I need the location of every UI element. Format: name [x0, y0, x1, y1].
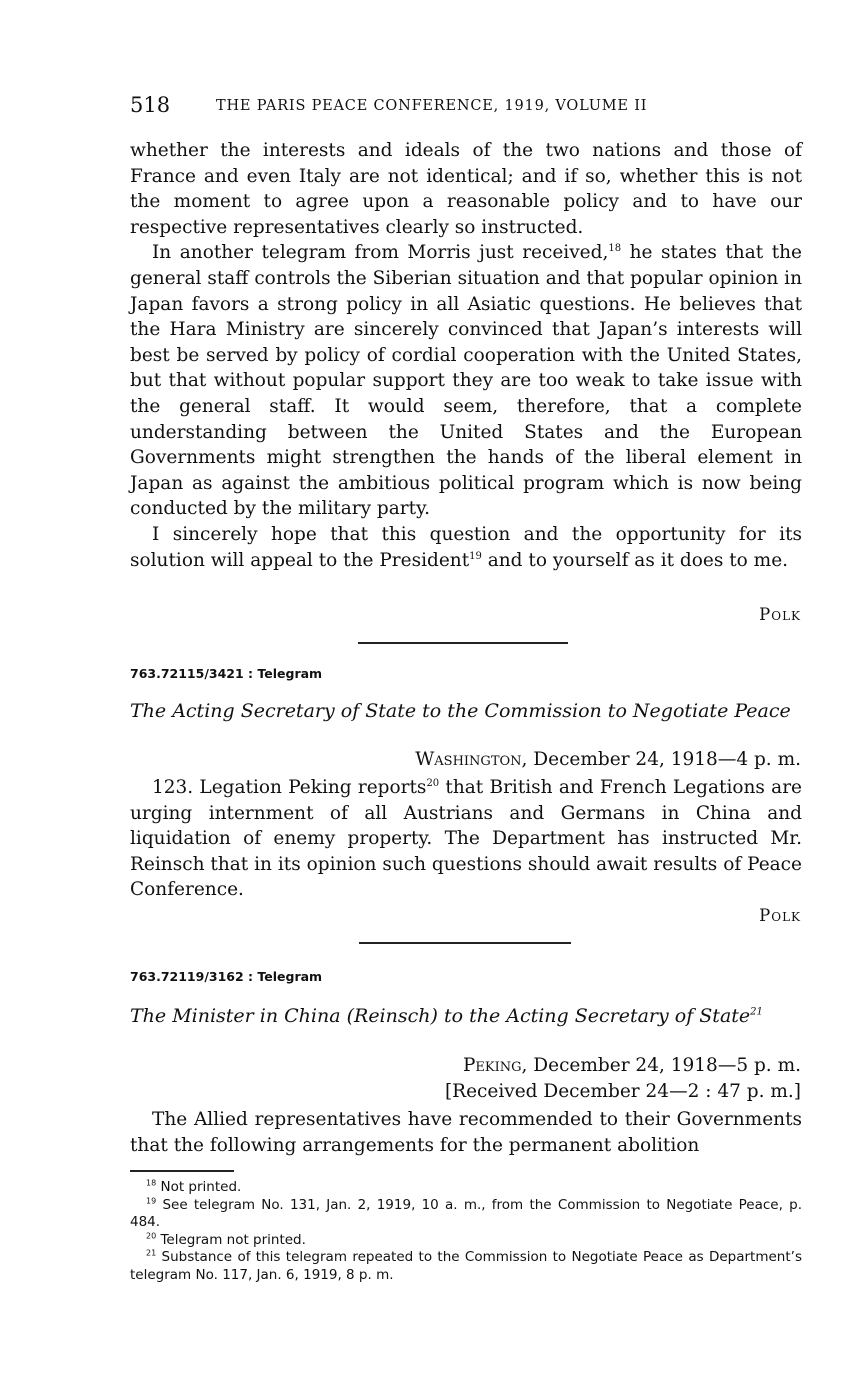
- signature-polk-1: Polk: [759, 605, 801, 624]
- file-number: 763.72119/3162 : Telegram: [130, 969, 323, 984]
- page-header: [130, 93, 810, 121]
- dateline: Washington, December 24, 1918—4 p. m.: [415, 749, 801, 770]
- footnote-21: $^{21}$ Substance of this telegram repeated to the Commission to Negotiate Peace as Department’s telegram No. 117, Jan. 6, 1919, 8 p. m.: [130, 1248, 802, 1283]
- footnote-ref-20: 20: [426, 777, 440, 789]
- telegram-reinsch-body: The Allied representatives have recommended to their Governments that the following arrangements for the permanent abolition: [130, 1109, 802, 1156]
- footnote-19: $^{19}$ See telegram No. 131, Jan. 2, 1919, 10 a. m., from the Commission to Negotiate Peace, p. 484.: [130, 1196, 802, 1230]
- footnote-18: $^{18}$ Not printed.: [146, 1178, 242, 1195]
- telegram-123-body: 123. Legation Peking reports$^{20}$ that British and French Legations are urging internment of all Austrians and Germans in China and liquidation of enemy property. The Department has instructed Mr. Reinsch that in its opinion such questions should await results of Peace Conference.: [130, 777, 802, 901]
- footnote-ref-18: 18: [608, 243, 622, 255]
- section-divider: [359, 942, 571, 944]
- footnote-ref-19: 19: [469, 550, 482, 562]
- paragraph-hope: I sincerely hope that this question and the opportunity for its solution will appeal to the President$^{19}$ and to yourself as it does to me.: [130, 523, 802, 571]
- footnote-ref-21: 21: [750, 1006, 763, 1018]
- page-number: 518: [130, 93, 171, 117]
- footnote-20: $^{20}$ Telegram not printed.: [146, 1231, 306, 1248]
- paragraph-morris: In another telegram from Morris just received,$^{18}$ he states that the general staff controls the Siberian situation and that popular opinion in Japan favors a strong policy in all Asiatic questions. He believes that the Hara Ministry are sincerely convinced that Japan’s interests will best be served by policy of cordial cooperation with the United States, but that without popular support they are too weak to take issue with the general staff. It would seem, therefore, that a complete understanding between the United States and the European Governments might strengthen the hands of the liberal element in Japan as against the ambitious political program which is now being conducted by the military party.: [130, 242, 802, 520]
- dateline: Peking, December 24, 1918—5 p. m. [Received December 24—2 : 47 p. m.]: [445, 1053, 801, 1104]
- received-line: [Received December 24—2 : 47 p. m.]: [444, 1080, 801, 1102]
- footnote-divider: [130, 1170, 234, 1172]
- running-head: THE PARIS PEACE CONFERENCE, 1919, VOLUME II: [216, 98, 648, 114]
- paragraph-continued: whether the interests and ideals of the two nations and those of France and even Italy are not identical; and if so, whether this is not the moment to agree upon a reasonable policy and to have our respective representatives clearly so instructed.: [130, 140, 802, 238]
- document-title: The Acting Secretary of State to the Commission to Negotiate Peace: [130, 700, 791, 722]
- file-number: 763.72115/3421 : Telegram: [130, 666, 323, 681]
- section1-body: [130, 138, 802, 573]
- footnotes: [130, 1179, 802, 1284]
- section-divider: [358, 642, 568, 644]
- signature-polk-2: Polk: [759, 906, 801, 925]
- document-title: The Minister in China (Reinsch) to the Acting Secretary of State$^{21}$: [130, 1005, 763, 1027]
